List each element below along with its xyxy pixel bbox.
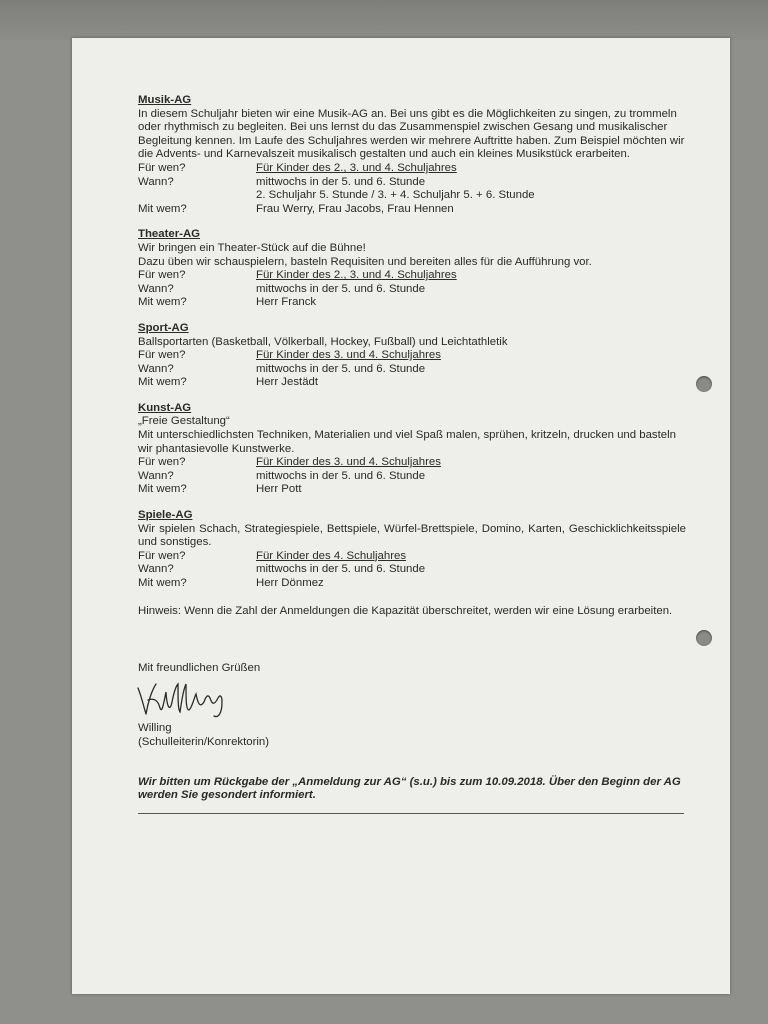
label-wann: Wann?: [138, 563, 174, 576]
background-top: [0, 0, 768, 40]
info-row-mit-wem: [138, 483, 686, 497]
label-fuer-wen: Für wen?: [138, 161, 186, 174]
info-row-wann: [138, 283, 686, 297]
value-mit-wem: Frau Werry, Frau Jacobs, Frau Hennen: [256, 202, 454, 215]
value-fuer-wen: Für Kinder des 4. Schuljahres: [256, 549, 407, 562]
info-row-mit-wem: [138, 203, 686, 217]
closing-role: (Schulleiterin/Konrektorin): [138, 735, 270, 748]
value-wann-extra: 2. Schuljahr 5. Stunde / 3. + 4. Schuljahr 5. + 6. Stunde: [256, 189, 535, 202]
value-fuer-wen: Für Kinder des 2., 3. und 4. Schuljahres: [256, 161, 457, 174]
info-row-mit-wem: [138, 376, 686, 390]
section-description-2: Mit unterschiedlichsten Techniken, Materialien und viel Spaß malen, sprühen, kritzeln, drucken und basteln wir phantasievolle Kunstwerke.: [138, 429, 676, 455]
info-row-wann: [138, 563, 686, 577]
section-heading: Musik-AG: [138, 94, 192, 106]
label-wann: Wann?: [138, 175, 174, 188]
closing-name: Willing: [138, 722, 172, 735]
section-kunst-ag: [138, 402, 686, 497]
value-fuer-wen: Für Kinder des 3. und 4. Schuljahres: [256, 456, 441, 469]
section-description: „Freie Gestaltung“: [138, 415, 230, 428]
handwritten-signature: [134, 678, 264, 718]
info-row-fuer-wen: [138, 349, 686, 363]
info-row-mit-wem: [138, 577, 686, 591]
section-description: In diesem Schuljahr bieten wir eine Musik-AG an. Bei uns gibt es die Möglichkeiten zu singen, zu trommeln oder rhythmisch zu begleiten. Bei uns lernst du das Zusammenspiel zwischen Gesang und musikalischer Begleitung kennen. Im Laufe des Schuljahres werden wir mehrere Auftritte haben. Zum Beispiel möchten wir die Advents- und Karnevalszeit musikalisch gestalten und auch ein kleines Musikstück erarbeiten.: [138, 107, 685, 161]
section-theater-ag: [138, 228, 686, 310]
info-row-fuer-wen: [138, 162, 686, 176]
info-row-wann: [138, 363, 686, 377]
document-content: [138, 94, 686, 814]
label-fuer-wen: Für wen?: [138, 269, 186, 282]
value-wann: mittwochs in der 5. und 6. Stunde: [256, 175, 426, 188]
value-mit-wem: Herr Pott: [256, 483, 302, 496]
label-mit-wem: Mit wem?: [138, 202, 187, 215]
label-empty: [138, 189, 256, 203]
info-row-wann: [138, 176, 686, 190]
label-mit-wem: Mit wem?: [138, 376, 187, 389]
label-wann: Wann?: [138, 362, 174, 375]
punch-hole-lower: [696, 630, 712, 646]
divider-line: [138, 813, 684, 814]
return-notice: Wir bitten um Rückgabe der „Anmeldung zur AG“ (s.u.) bis zum 10.09.2018. Über den Beginn der AG werden Sie gesondert informiert.: [138, 775, 681, 802]
info-row-wann-extra: [138, 189, 686, 203]
label-mit-wem: Mit wem?: [138, 296, 187, 309]
punch-hole-upper: [696, 376, 712, 392]
hinweis-note: Hinweis: Wenn die Zahl der Anmeldungen die Kapazität überschreitet, werden wir eine Lösung erarbeiten.: [138, 604, 673, 617]
document-page: [72, 38, 730, 994]
section-description: Wir spielen Schach, Strategiespiele, Bettspiele, Würfel-Brettspiele, Domino, Karten, Geschicklichkeitsspiele und sonstiges.: [138, 522, 686, 549]
section-sport-ag: [138, 322, 686, 390]
info-row-wann: [138, 470, 686, 484]
label-fuer-wen: Für wen?: [138, 549, 186, 562]
value-fuer-wen: Für Kinder des 2., 3. und 4. Schuljahres: [256, 269, 457, 282]
value-mit-wem: Herr Jestädt: [256, 376, 319, 389]
label-wann: Wann?: [138, 469, 174, 482]
label-fuer-wen: Für wen?: [138, 456, 186, 469]
label-wann: Wann?: [138, 282, 174, 295]
value-wann: mittwochs in der 5. und 6. Stunde: [256, 282, 426, 295]
section-description-2: Dazu üben wir schauspielern, basteln Requisiten und bereiten alles für die Aufführung vor.: [138, 255, 592, 268]
value-wann: mittwochs in der 5. und 6. Stunde: [256, 563, 426, 576]
closing-block: [138, 662, 686, 749]
value-mit-wem: Herr Franck: [256, 296, 317, 309]
section-heading: Theater-AG: [138, 228, 201, 241]
section-description: Ballsportarten (Basketball, Völkerball, Hockey, Fußball) und Leichtathletik: [138, 335, 508, 348]
closing-greeting: Mit freundlichen Grüßen: [138, 662, 261, 675]
section-heading: Sport-AG: [138, 321, 189, 334]
section-spiele-ag: [138, 509, 686, 591]
section-heading: Spiele-AG: [138, 509, 193, 522]
label-mit-wem: Mit wem?: [138, 577, 187, 589]
info-row-fuer-wen: [138, 269, 686, 283]
value-wann: mittwochs in der 5. und 6. Stunde: [256, 362, 426, 375]
info-row-fuer-wen: [138, 550, 686, 564]
label-fuer-wen: Für wen?: [138, 349, 186, 362]
info-row-fuer-wen: [138, 456, 686, 470]
info-row-mit-wem: [138, 296, 686, 310]
section-musik-ag: [138, 94, 686, 216]
value-wann: mittwochs in der 5. und 6. Stunde: [256, 469, 426, 482]
value-mit-wem: Herr Dönmez: [256, 577, 324, 589]
section-heading: Kunst-AG: [138, 401, 192, 414]
value-fuer-wen: Für Kinder des 3. und 4. Schuljahres: [256, 349, 441, 362]
label-mit-wem: Mit wem?: [138, 483, 187, 496]
section-description: Wir bringen ein Theater-Stück auf die Bühne!: [138, 241, 366, 254]
